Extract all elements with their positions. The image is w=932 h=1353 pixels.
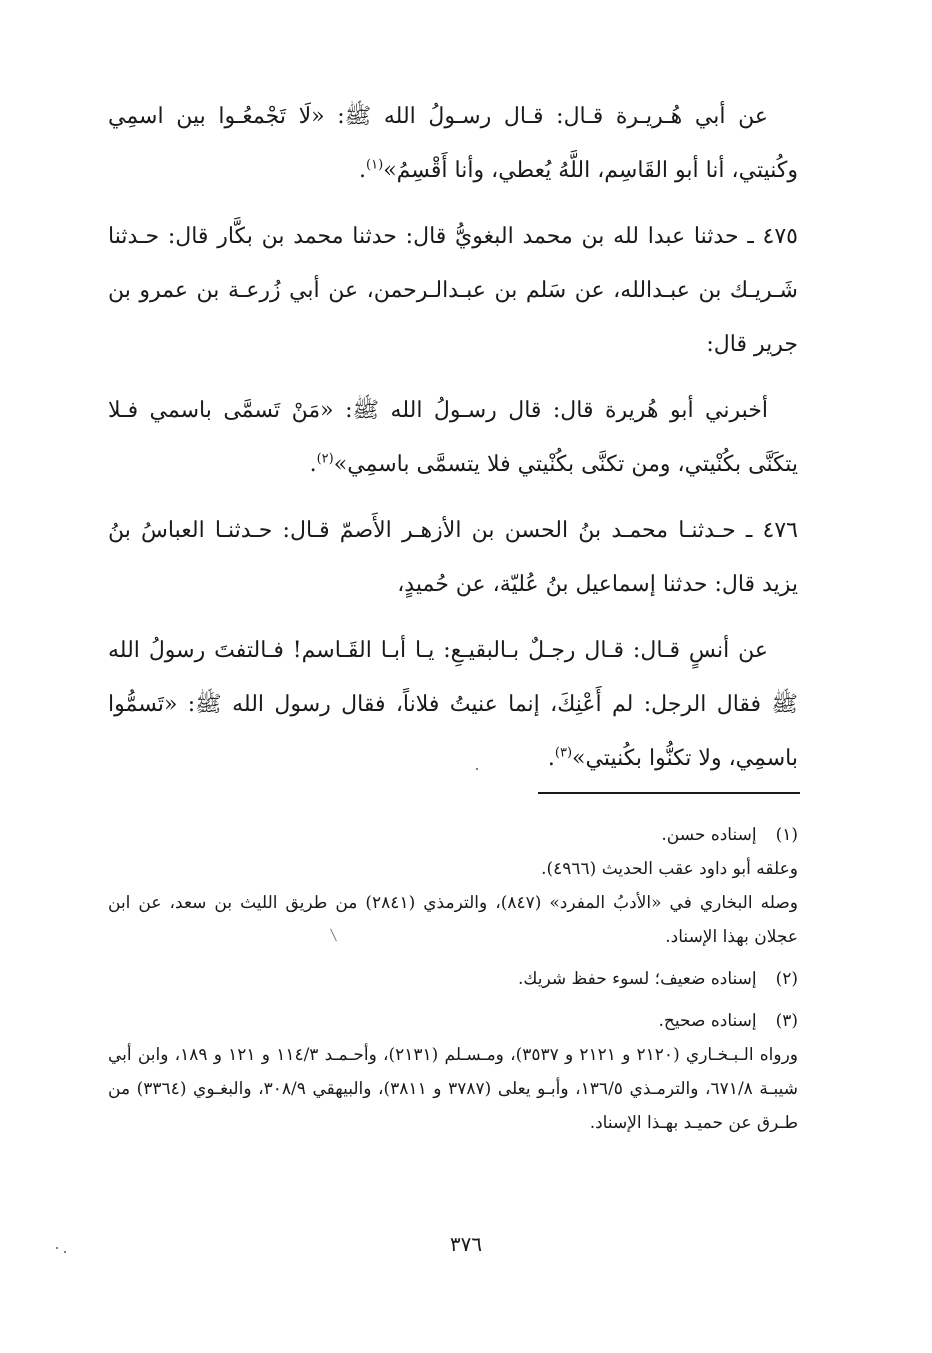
footnote-line: وصله البخاري في «الأدبُ المفرد» (٨٤٧)، والترمذي (٢٨٤١) من طريق الليث بن سعد، عن ابن عجلان بهذا الإسناد.: [108, 893, 798, 947]
hadith-paragraph-1: [108, 90, 798, 198]
footnote-ref-3[interactable]: (٣): [554, 745, 573, 761]
footnote-line: ورواه الـبـخـاري (٢١٢٠ و ٢١٢١ و ٣٥٣٧)، ومـسـلم (٢١٣١)، وأحـمـد ١١٤/٣ و ١٢١ و ١٨٩، وابن أبي شيبـة ٦٧١/٨، والترمـذي ١٣٦/٥، وأبـو يعلى (٣٧٨٧ و ٣٨١١)، والبيهقي ٣٠٨/٩، والبغـوي (٣٣٦٤) من طـرق عن حميـد بهـذا الإسناد.: [108, 1045, 798, 1133]
paragraph-text: ٤٧٥ ـ حدثنا عبدا لله بن محمد البغويُّ قال: حدثنا محمد بن بكَّار قال: حـدثنا شَـريـك بن عبـدالله، عن سَلم بن عبـدالـرحمن، عن أبي زُرعـة بن عمرو بن جرير قال:: [108, 224, 798, 357]
isnad-paragraph-476: [108, 504, 798, 612]
isnad-paragraph-475: [108, 210, 798, 372]
main-text: [108, 90, 798, 798]
paragraph-text: ٤٧٦ ـ حـدثنـا محمـد بنُ الحسن بن الأزهـر الأَصمّ قـال: حـدثنـا العباسُ بنُ يزيد قال: حدثنا إسماعيل بنُ عُليّة، عن حُميدٍ،: [108, 518, 798, 597]
hadith-paragraph-3: [108, 624, 798, 786]
scan-speck: [476, 768, 478, 770]
hadith-paragraph-2: [108, 384, 798, 492]
footnote-line: [108, 1004, 798, 1038]
paragraph-tail: .: [547, 746, 555, 771]
paragraph-text: عن أنسٍ قـال: قـال رجـلٌ بـالبقيـعِ: يـا أبـا القَـاسم! فـالتفتَ رسولُ الله ﷺ فقال الرجل: لم أَعْنِكَ، إنما عنيتُ فلاناً، فقال رسول الله ﷺ: «تَسمُّوا باسمِي، ولا تكنُّوا بكُنيتي»: [108, 638, 798, 771]
footnote-text: إسناده ضعيف؛ لسوء حفظ شريك.: [518, 969, 757, 989]
footnote-line: [108, 818, 798, 852]
paragraph-tail: .: [359, 158, 367, 183]
footnote-text: إسناده صحيح.: [658, 1011, 757, 1031]
scan-speck: [64, 1251, 66, 1253]
footnote-line: وعلقه أبو داود عقب الحديث (٤٩٦٦).: [541, 859, 798, 879]
footnote-ref-2[interactable]: (٢): [316, 451, 334, 467]
paragraph-text: عن أبي هُـريـرة قـال: قـال رسـولُ الله ﷺ: «لَا تَجْمعُـوا بين اسمِي وكُنيتي، أنا أبو القَاسِم، اللَّهُ يُعطي، وأنا أَقْسِمُ»: [108, 104, 798, 183]
footnote-number: (٢): [775, 969, 798, 989]
footnote-3: [108, 1004, 798, 1140]
footnote-2: [108, 962, 798, 996]
page-number: ٣٧٦: [449, 1232, 483, 1256]
footnote-1: [108, 818, 798, 954]
footnote-separator: [538, 792, 800, 794]
footnote-ref-1[interactable]: (١): [366, 157, 384, 173]
footnote-text: إسناده حسن.: [661, 825, 757, 845]
scan-speck: [56, 1247, 58, 1249]
footnote-line: [108, 962, 798, 996]
footnote-number: (١): [775, 825, 798, 845]
paragraph-text: أخبرني أبو هُريرة قال: قال رسـولُ الله ﷺ: «مَنْ تَسمَّى باسمي فـلا يتكَنَّى بكُنْيتي، ومن تكنَّى بكُنْيتي فلا يتسمَّى باسمِي»: [108, 398, 798, 477]
footnote-number: (٣): [775, 1011, 798, 1031]
paragraph-tail: .: [309, 452, 317, 477]
footnotes: [108, 818, 798, 1148]
